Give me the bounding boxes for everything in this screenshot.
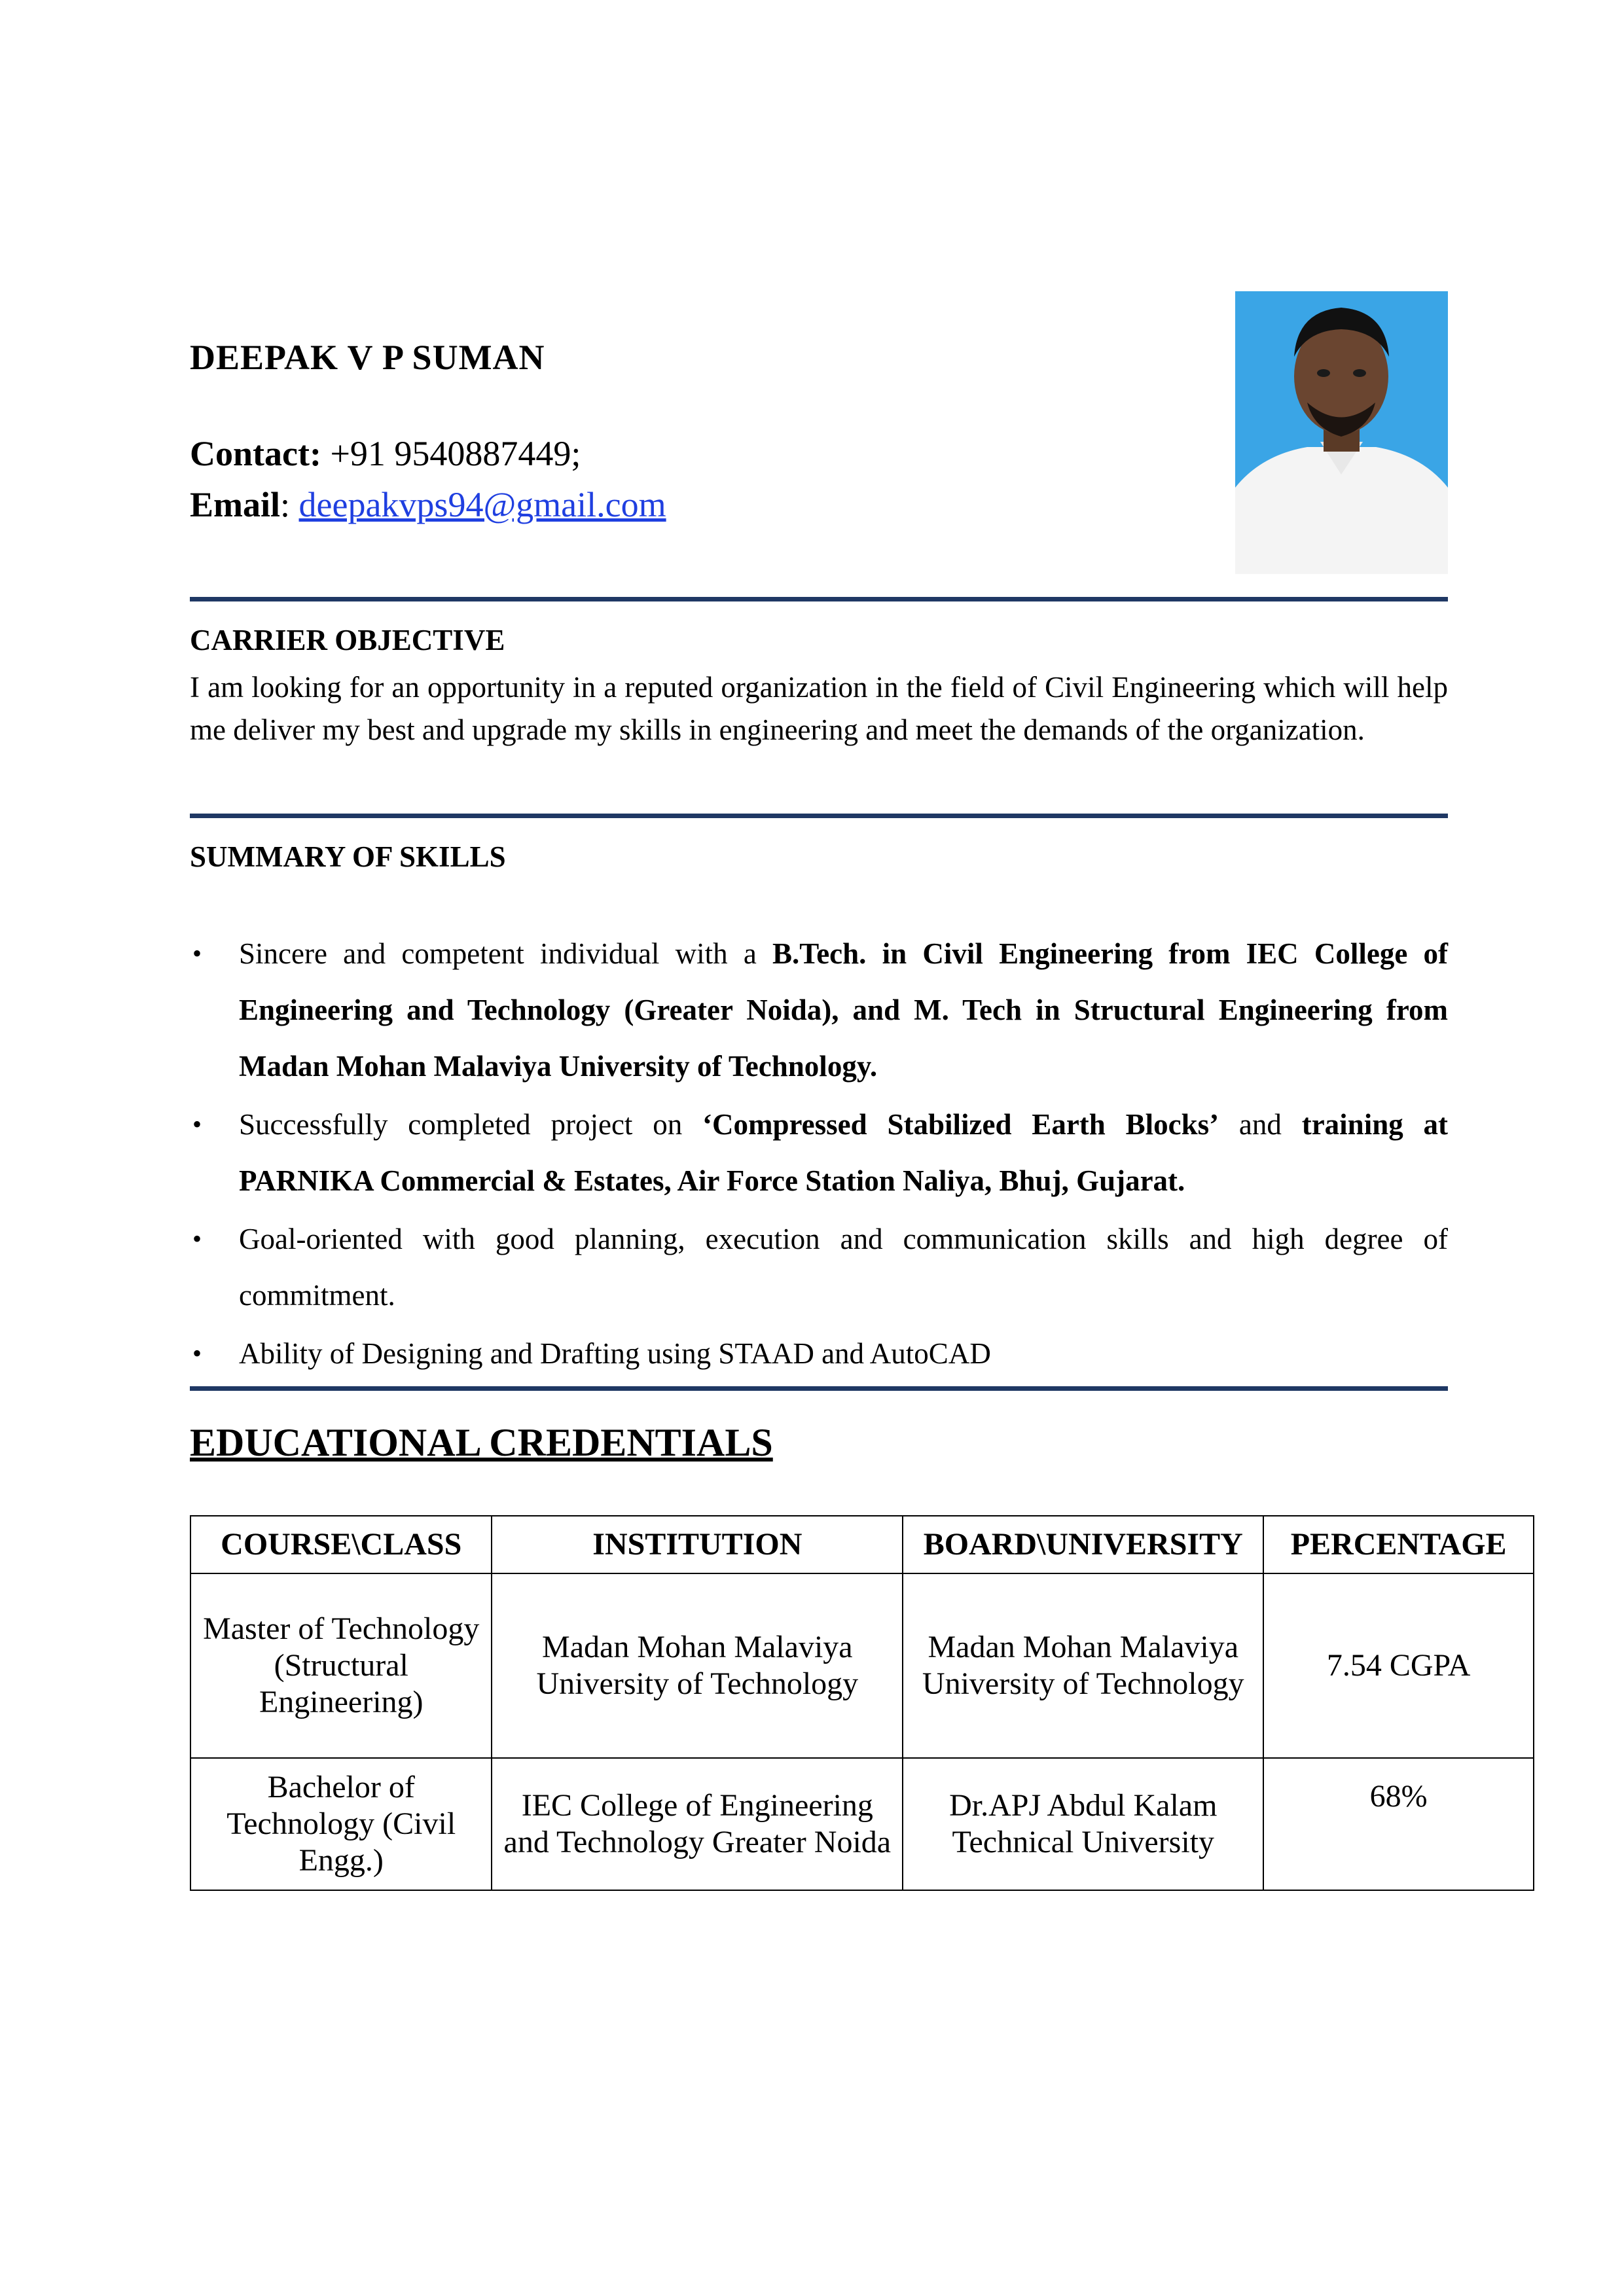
skill-text-bold: B.Tech. in Civil Engineering from IEC College of Engineering and Technology (Greater Noida), and M. Tech in Structural Engineering from Madan Mohan Malaviya University of Technology. — [239, 937, 1449, 1083]
skill-item — [190, 1096, 1448, 1209]
table-header-row — [190, 1516, 1534, 1573]
objective-title: CARRIER OBJECTIVE — [190, 624, 505, 656]
contact-phone: +91 9540887449; — [321, 434, 581, 473]
cell-board: Madan Mohan Malaviya University of Technology — [903, 1573, 1263, 1758]
column-header-percentage: PERCENTAGE — [1263, 1516, 1534, 1573]
contact-label: Contact: — [190, 434, 321, 473]
education-title: EDUCATIONAL CREDENTIALS — [190, 1421, 773, 1464]
skill-text: and — [1219, 1108, 1302, 1141]
skill-text: Ability of Designing and Drafting using STAAD and AutoCAD — [239, 1337, 991, 1370]
column-header-institution: INSTITUTION — [492, 1516, 903, 1573]
email-link[interactable]: deepakvps94@gmail.com — [298, 485, 666, 524]
bullet-icon: • — [192, 939, 202, 968]
skill-item — [190, 1325, 1448, 1382]
candidate-name: DEEPAK V P SUMAN — [190, 338, 545, 377]
contact-line — [190, 433, 581, 474]
column-header-board: BOARD\UNIVERSITY — [903, 1516, 1263, 1573]
cell-board: Dr.APJ Abdul Kalam Technical University — [903, 1758, 1263, 1890]
skill-item — [190, 1211, 1448, 1323]
objective-text: I am looking for an opportunity in a reputed organization in the field of Civil Engineering which will help me deliver my best and upgrade my skills in engineering and meet the demands of the organization. — [190, 671, 1448, 746]
cell-percentage: 7.54 CGPA — [1263, 1573, 1534, 1758]
cell-institution: Madan Mohan Malaviya University of Technology — [492, 1573, 903, 1758]
column-header-course: COURSE\CLASS — [190, 1516, 492, 1573]
skill-text: Successfully completed project on — [239, 1108, 703, 1141]
education-table — [190, 1515, 1534, 1891]
cell-percentage: 68% — [1263, 1758, 1534, 1890]
bullet-icon: • — [192, 1109, 202, 1139]
skill-item — [190, 925, 1448, 1094]
section-divider — [190, 597, 1448, 601]
skills-list — [190, 925, 1448, 1384]
skill-text: Goal-oriented with good planning, execution and communication skills and high degree of commitment. — [239, 1223, 1448, 1312]
cell-course: Bachelor of Technology (Civil Engg.) — [190, 1758, 492, 1890]
skills-title: SUMMARY OF SKILLS — [190, 840, 506, 873]
section-divider — [190, 1386, 1448, 1391]
cell-course: Master of Technology (Structural Engineering) — [190, 1573, 492, 1758]
table-row — [190, 1573, 1534, 1758]
email-line — [190, 484, 666, 525]
profile-photo — [1235, 291, 1448, 574]
skill-text-bold: ‘Compressed Stabilized Earth Blocks’ — [702, 1108, 1219, 1141]
skill-text-bold: training at PARNIKA Commercial & Estates, Air Force Station Naliya, Bhuj, Gujarat. — [239, 1108, 1449, 1197]
table-row — [190, 1758, 1534, 1890]
bullet-icon: • — [192, 1338, 202, 1368]
bullet-icon: • — [192, 1224, 202, 1253]
section-divider — [190, 814, 1448, 818]
skill-text: Sincere and competent individual with a — [239, 937, 773, 970]
person-photo-icon — [1235, 291, 1448, 574]
email-label: Email — [190, 485, 281, 524]
cell-institution: IEC College of Engineering and Technology Greater Noida — [492, 1758, 903, 1890]
email-separator: : — [280, 485, 299, 524]
